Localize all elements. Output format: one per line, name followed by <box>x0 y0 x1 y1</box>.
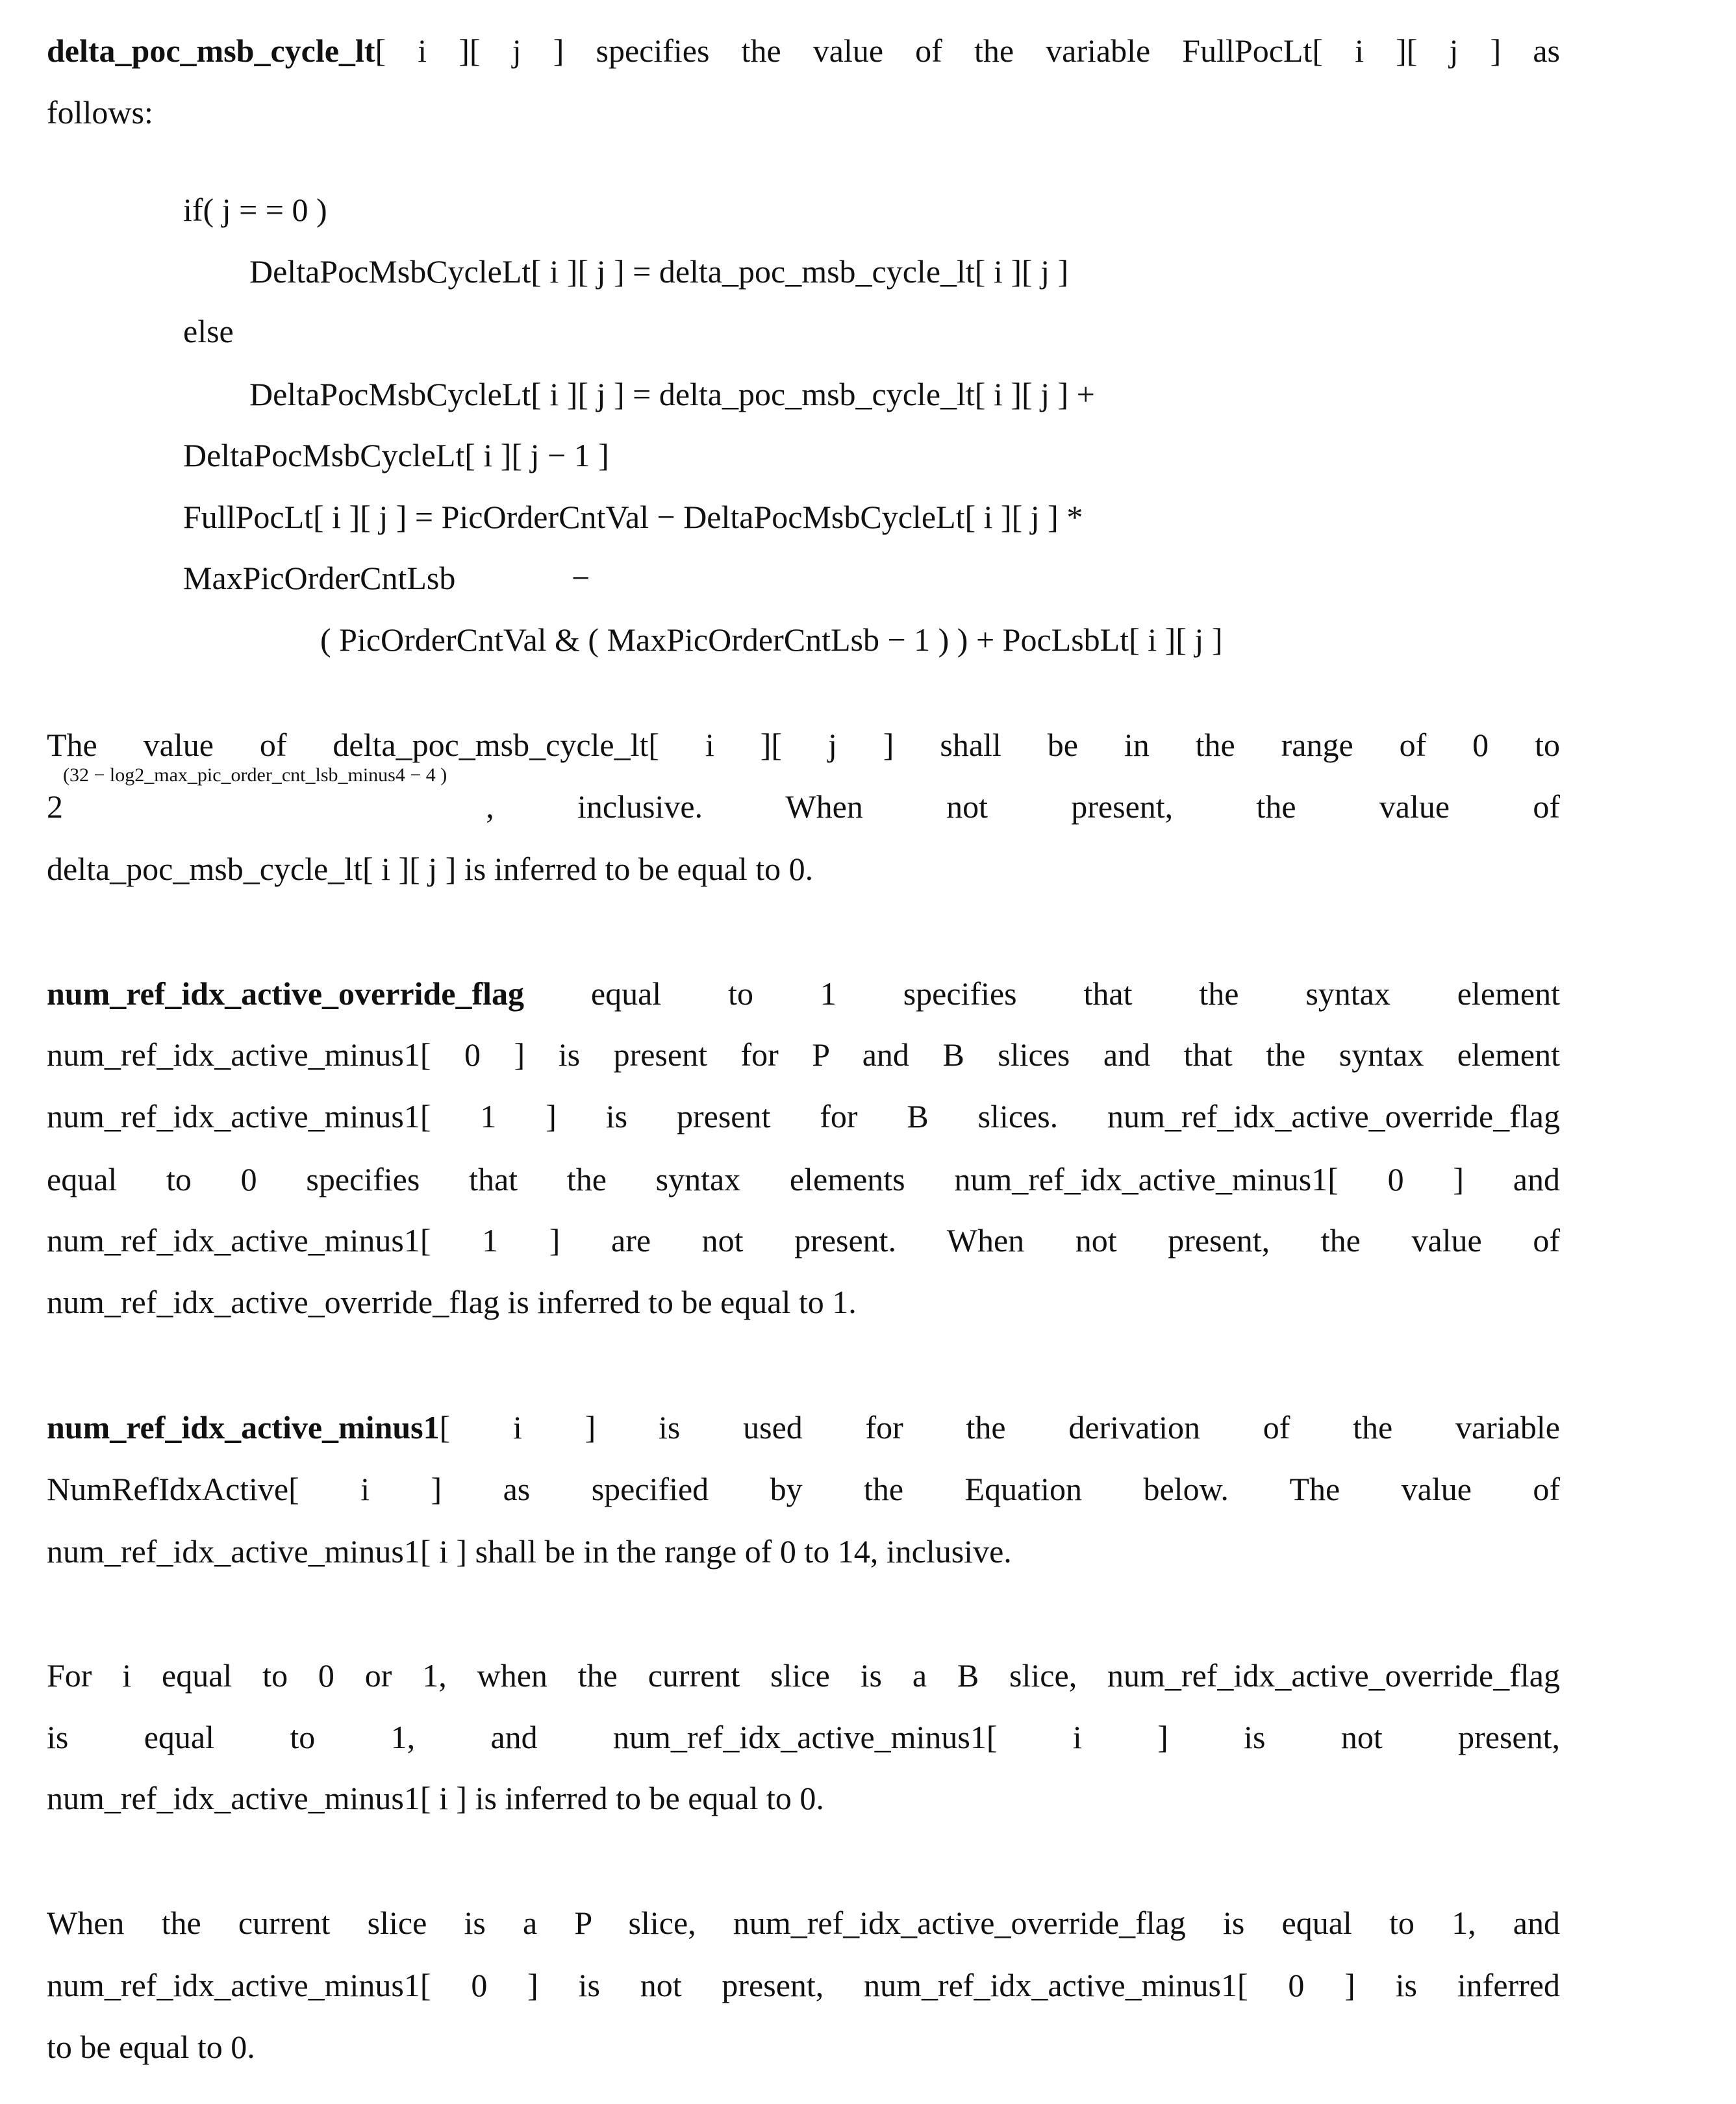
p6-line1: When the current slice is a P slice, num_ref_idx_active_override_flag is equal to 1, and <box>47 1892 1560 1954</box>
p4-line1 <box>47 1396 1560 1459</box>
p4-line1-text: [ i ] is used for the derivation of the variable <box>440 1409 1560 1446</box>
p3-line1 <box>47 962 1560 1025</box>
p1-line1-text: [ i ][ j ] specifies the value of the variable FullPocLt[ i ][ j ] as <box>375 32 1560 69</box>
code-line: MaxPicOrderCntLsb <box>183 547 455 609</box>
p2-line3: delta_poc_msb_cycle_lt[ i ][ j ] is inferred to be equal to 0. <box>47 838 1560 900</box>
p5-line2: is equal to 1, and num_ref_idx_active_minus1[ i ] is not present, <box>47 1706 1560 1768</box>
code-line: DeltaPocMsbCycleLt[ i ][ j − 1 ] <box>183 424 609 486</box>
term-delta-poc-msb-cycle-lt: delta_poc_msb_cycle_lt <box>47 32 375 69</box>
p3-line1-text: equal to 1 specifies that the syntax element <box>524 975 1560 1012</box>
term-num-ref-idx-active-minus1: num_ref_idx_active_minus1 <box>47 1409 440 1446</box>
p4-line3: num_ref_idx_active_minus1[ i ] shall be in the range of 0 to 14, inclusive. <box>47 1520 1560 1583</box>
code-line: ( PicOrderCntVal & ( MaxPicOrderCntLsb − 1 ) ) + PocLsbLt[ i ][ j ] <box>320 608 1222 671</box>
power-base: 2 <box>47 775 63 838</box>
code-line: DeltaPocMsbCycleLt[ i ][ j ] = delta_poc_msb_cycle_lt[ i ][ j ] + <box>249 363 1095 425</box>
p5-line1: For i equal to 0 or 1, when the current slice is a B slice, num_ref_idx_active_override_flag <box>47 1644 1560 1707</box>
power-exponent: (32 − log2_max_pic_order_cnt_lsb_minus4 − 4 ) <box>63 775 447 838</box>
p2-line1: The value of delta_poc_msb_cycle_lt[ i ][ j ] shall be in the range of 0 to <box>47 714 1560 776</box>
p4-line2: NumRefIdxActive[ i ] as specified by the Equation below. The value of <box>47 1458 1560 1520</box>
p2-line2 <box>47 775 1560 838</box>
p3-line5: num_ref_idx_active_minus1[ 1 ] are not present. When not present, the value of <box>47 1209 1560 1271</box>
p2-line2-text: , inclusive. When not present, the value of <box>486 775 1560 838</box>
code-line: FullPocLt[ i ][ j ] = PicOrderCntVal − DeltaPocMsbCycleLt[ i ][ j ] * <box>183 486 1083 548</box>
p3-line6: num_ref_idx_active_override_flag is inferred to be equal to 1. <box>47 1271 1560 1333</box>
p6-line2: num_ref_idx_active_minus1[ 0 ] is not present, num_ref_idx_active_minus1[ 0 ] is inferred <box>47 1954 1560 2016</box>
code-line: else <box>183 300 234 362</box>
term-num-ref-idx-active-override-flag: num_ref_idx_active_override_flag <box>47 975 524 1012</box>
p1-line2: follows: <box>47 81 1560 144</box>
p6-line3: to be equal to 0. <box>47 2016 1560 2078</box>
p3-line2: num_ref_idx_active_minus1[ 0 ] is present for P and B slices and that the syntax element <box>47 1023 1560 1086</box>
p5-line3: num_ref_idx_active_minus1[ i ] is inferred to be equal to 0. <box>47 1767 1560 1829</box>
code-line: if( j = = 0 ) <box>183 179 327 241</box>
p1-line1 <box>47 19 1560 82</box>
code-minus: − <box>572 547 590 609</box>
p3-line4: equal to 0 specifies that the syntax elements num_ref_idx_active_minus1[ 0 ] and <box>47 1148 1560 1210</box>
code-line: DeltaPocMsbCycleLt[ i ][ j ] = delta_poc_msb_cycle_lt[ i ][ j ] <box>249 240 1068 303</box>
p3-line3: num_ref_idx_active_minus1[ 1 ] is present for B slices. num_ref_idx_active_override_flag <box>47 1085 1560 1147</box>
